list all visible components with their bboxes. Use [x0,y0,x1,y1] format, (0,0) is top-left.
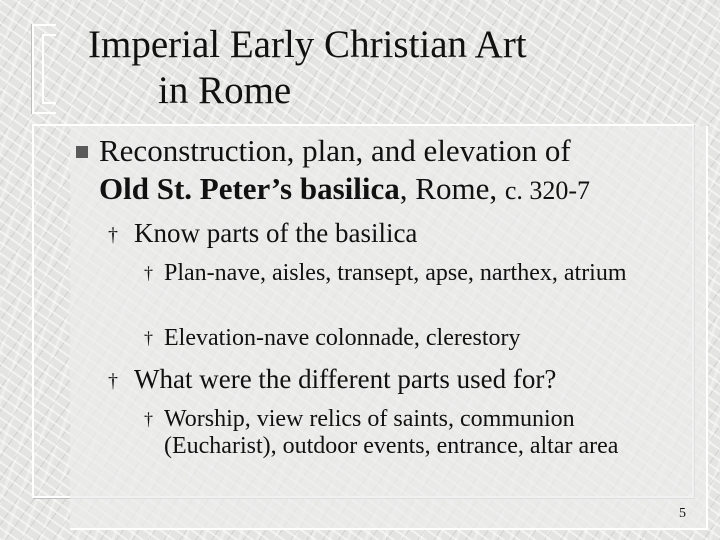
dagger-bullet-icon: † [144,263,153,283]
title-line-2: in Rome [158,69,292,112]
main-bullet-bold: Old St. Peter’s basilica [99,171,400,206]
dagger-bullet-icon: † [144,328,153,348]
dagger-bullet-icon: † [108,224,118,246]
sub-sub-bullet-2-1 [144,406,664,460]
square-bullet-icon [76,146,88,158]
title-line-1: Imperial Early Christian Art [88,23,527,66]
slide-title [88,22,688,114]
sub-sub-bullet-1-2 [144,325,664,352]
sub-sub-bullet-2-1-text: Worship, view relics of saints, communion (Eucharist), outdoor events, entrance, altar area [164,406,619,459]
title-frame-inner-decoration [42,34,56,104]
sub-bullet-1-text: Know parts of the basilica [134,218,418,248]
main-bullet-intro: Reconstruction, plan, and elevation of [99,133,571,168]
sub-bullet-2 [108,363,668,397]
dagger-bullet-icon: † [108,370,118,392]
sub-bullet-2-text: What were the different parts used for? [134,364,557,394]
main-bullet-rest: , Rome, [399,171,498,206]
page-number: 5 [679,506,686,521]
dagger-bullet-icon: † [144,409,153,429]
main-bullet [76,132,686,210]
main-bullet-text [99,132,590,210]
sub-bullet-1 [108,217,668,251]
sub-sub-bullet-1-1 [144,260,664,287]
sub-sub-bullet-1-2-text: Elevation-nave colonnade, clerestory [164,325,521,351]
sub-sub-bullet-1-1-text: Plan-nave, aisles, transept, apse, narthex, atrium [164,260,627,286]
main-bullet-date: c. 320-7 [504,176,591,205]
